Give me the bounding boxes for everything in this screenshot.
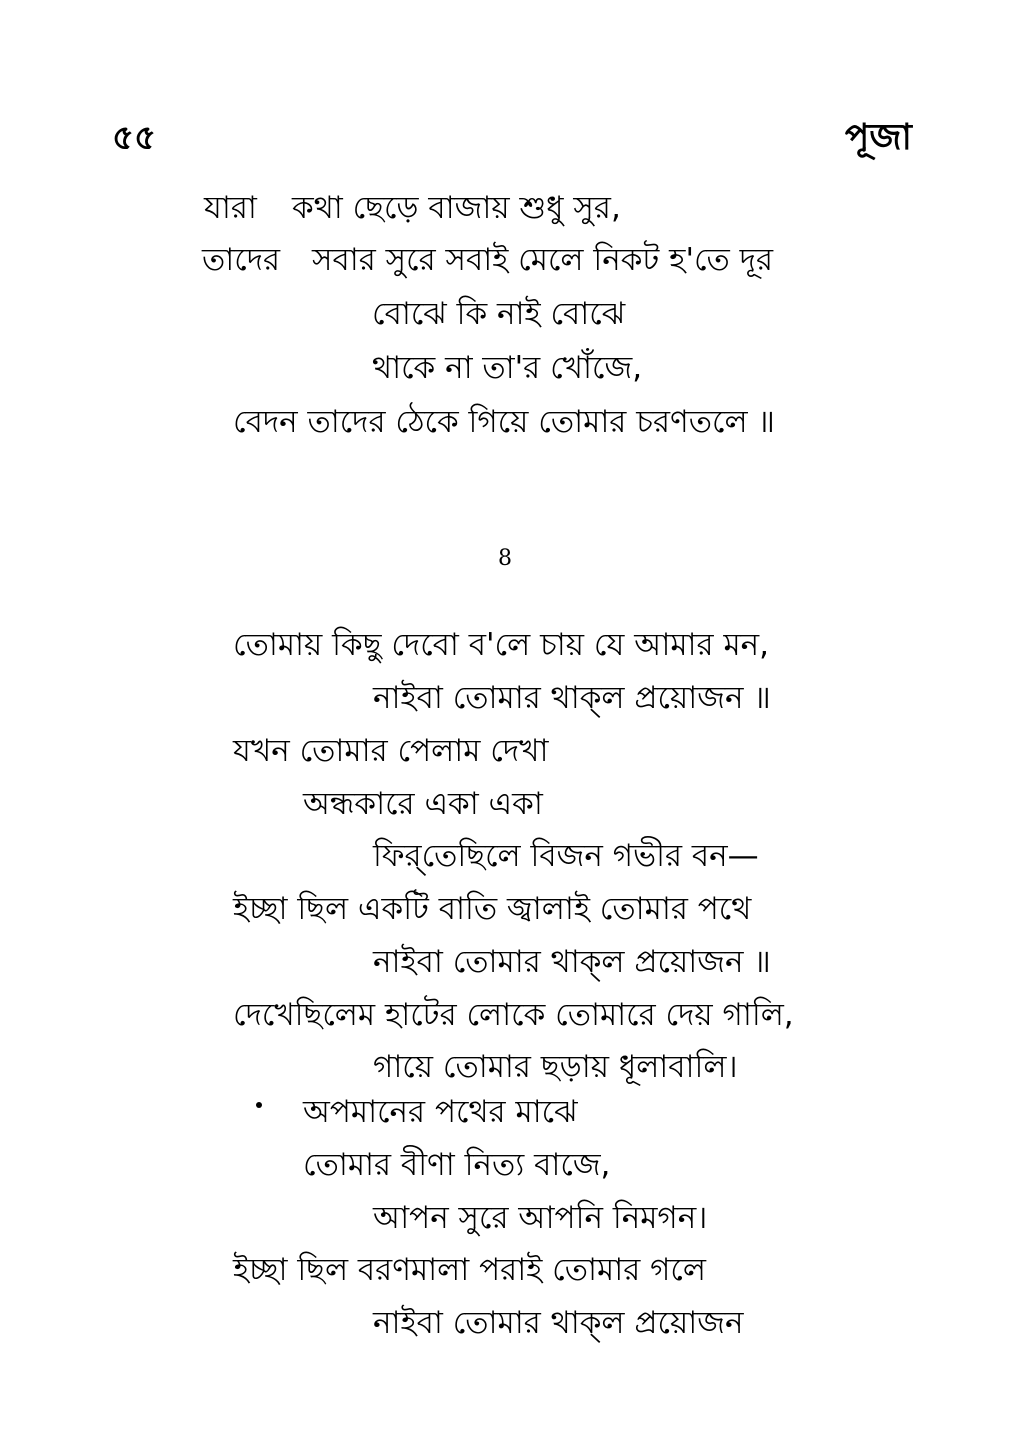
running-title: পূজা xyxy=(844,117,912,158)
song-line: নাইবা তোমার থাক্‌ল প্রয়োজন xyxy=(373,1305,744,1341)
song-line: অন্ধকারে একা একা xyxy=(303,786,543,822)
song-line: আপন সুরে আপনি নিমগন। xyxy=(373,1200,708,1236)
song-line: দেখেছিলেম হাটের লোকে তোমারে দেয় গালি, xyxy=(233,997,794,1033)
song-line: নাইবা তোমার থাক্‌ল প্রয়োজন ॥ xyxy=(373,944,771,980)
song-line: ইচ্ছা ছিল বরণমালা পরাই তোমার গলে xyxy=(233,1252,706,1288)
song-line: নাইবা তোমার থাক্‌ল প্রয়োজন ॥ xyxy=(373,680,771,716)
song-line: গায়ে তোমার ছড়ায় ধূলাবালি। xyxy=(373,1049,738,1085)
song-line: তোমার বীণা নিত্য বাজে, xyxy=(303,1147,611,1183)
line-text: কথা ছেড়ে বাজায় শুধু সুর, xyxy=(292,190,621,226)
line-speaker: যারা xyxy=(204,190,257,226)
poem-line-2 xyxy=(202,240,773,280)
poem-line-5: বেদন তাদের ঠেকে গিয়ে তোমার চরণতলে ॥ xyxy=(233,404,775,440)
song-line: যখন তোমার পেলাম দেখা xyxy=(233,733,549,769)
song-line: তোমায় কিছু দেবো ব'লে চায় যে আমার মন, xyxy=(233,627,770,663)
song-line: ইচ্ছা ছিল একটি বাতি জ্বালাই তোমার পথে xyxy=(233,891,752,927)
poem-line-3: বোঝে কি নাই বোঝে xyxy=(372,296,626,332)
song-line: ফির্‌তেছিলে বিজন গভীর বন— xyxy=(373,838,759,874)
section-number: 8 xyxy=(498,546,512,571)
poem-line-1 xyxy=(204,188,621,228)
song-line: অপমানের পথের মাঝে xyxy=(303,1094,578,1130)
page-number: ৫৫ xyxy=(112,118,157,158)
poem-line-4: থাকে না তা'র খোঁজে, xyxy=(372,350,643,386)
line-text: সবার সুরে সবাই মেলে নিকট হ'তে দূর xyxy=(312,242,774,278)
bullet-mark xyxy=(256,1102,262,1108)
line-speaker: তাদের xyxy=(202,242,281,278)
